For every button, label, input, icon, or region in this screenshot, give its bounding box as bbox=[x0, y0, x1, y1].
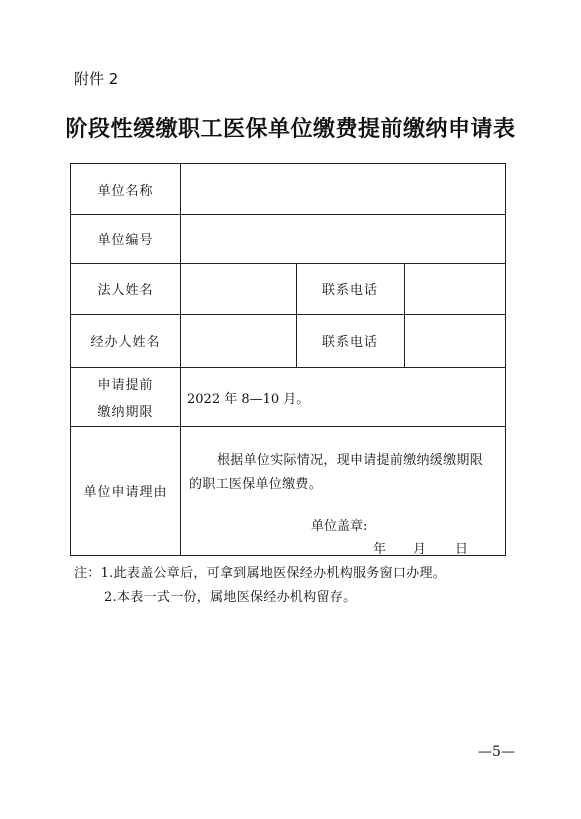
annex-label: 附件 2 bbox=[74, 70, 119, 88]
unit-name-field[interactable] bbox=[189, 181, 489, 199]
handler-name-field[interactable] bbox=[189, 332, 289, 350]
unit-name-label: 单位名称 bbox=[97, 183, 154, 199]
phone-label-1: 联系电话 bbox=[321, 283, 378, 298]
phone-field-1[interactable] bbox=[411, 280, 499, 298]
period-value[interactable]: 2022 年 8—10 月。 bbox=[187, 392, 310, 407]
date-month: 月 bbox=[413, 542, 427, 557]
seal-label: 单位盖章: bbox=[311, 519, 368, 534]
form-title: 阶段性缓缴职工医保单位缴费提前缴纳申请表 bbox=[65, 117, 516, 142]
reason-label: 单位申请理由 bbox=[83, 485, 168, 500]
period-label bbox=[71, 367, 180, 426]
date-day: 日 bbox=[455, 542, 469, 557]
date-year: 年 bbox=[373, 542, 387, 557]
column-divider bbox=[180, 164, 181, 555]
phone-label-2: 联系电话 bbox=[321, 335, 378, 350]
note-2: 2.本表一式一份，属地医保经办机构留存。 bbox=[104, 590, 357, 605]
note-1: 注：1.此表盖公章后，可拿到属地医保经办机构服务窗口办理。 bbox=[74, 566, 447, 581]
unit-code-label: 单位编号 bbox=[97, 233, 154, 248]
legal-person-label: 法人姓名 bbox=[97, 283, 154, 298]
legal-person-field[interactable] bbox=[189, 280, 289, 298]
page-number: —5— bbox=[478, 744, 515, 760]
phone-field-2[interactable] bbox=[411, 332, 499, 350]
period-label-line2: 缴纳期限 bbox=[97, 405, 154, 420]
reason-text: 根据单位实际情况，现申请提前缴纳缓缴期限的职工医保单位缴费。 bbox=[189, 453, 484, 492]
unit-code-field[interactable] bbox=[189, 230, 489, 248]
column-divider bbox=[404, 263, 405, 367]
handler-name-label: 经办人姓名 bbox=[90, 335, 161, 350]
period-label-line1: 申请提前 bbox=[97, 378, 154, 393]
application-form-table bbox=[70, 163, 506, 556]
